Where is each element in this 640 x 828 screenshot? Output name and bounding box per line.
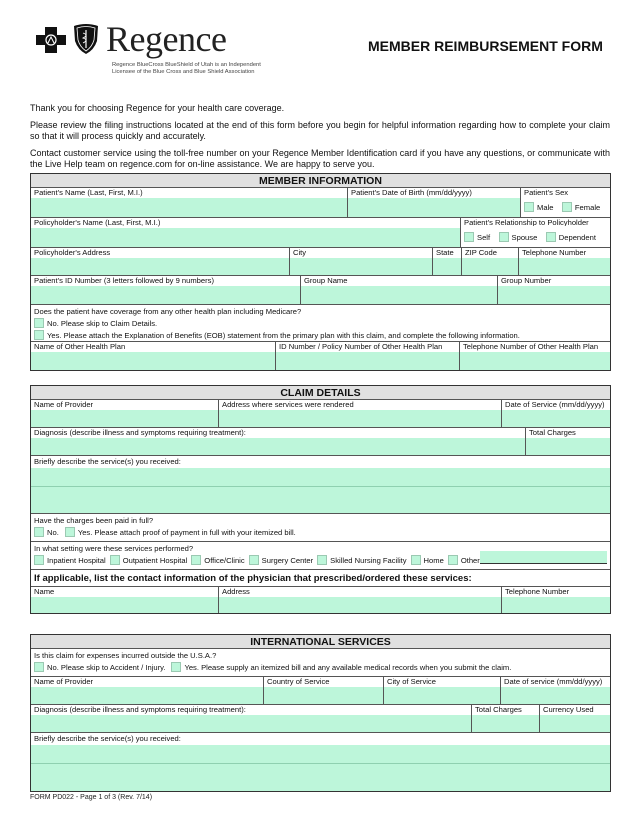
relationship-self-checkbox[interactable] [464,232,474,242]
physician-question: If applicable, list the contact information of the physician that prescribed/ordered these services: [31,570,610,587]
brand-name: Regence [106,19,227,59]
label: City [293,248,307,257]
sex-male-checkbox[interactable] [524,202,534,212]
label: Patient's ID Number (3 letters followed by 9 numbers) [34,276,214,285]
date-of-service-field[interactable] [502,410,610,427]
label: Total Charges [475,705,522,714]
physician-name-field[interactable] [31,597,218,613]
patient-dob-field[interactable] [348,198,520,217]
label: Address where services were rendered [222,400,354,409]
group-number-field[interactable] [498,286,610,304]
relationship-dependent-checkbox[interactable] [546,232,556,242]
international-services-section [30,634,611,792]
paid-in-full-question: Have the charges been paid in full? [34,516,154,525]
label: Patient's Name (Last, First, M.I.) [34,188,143,197]
label: State [436,248,454,257]
paid-no-checkbox[interactable] [34,527,44,537]
outside-usa-yes-checkbox[interactable] [171,662,181,672]
label: Total Charges [529,428,576,437]
label: ZIP Code [465,248,497,257]
setting-other-checkbox[interactable] [448,555,458,565]
city-of-service-field[interactable] [384,687,500,704]
intl-diagnosis-field[interactable] [31,715,471,732]
telephone-field[interactable] [519,258,610,275]
option-label: No. Please skip to Accident / Injury. [47,662,166,672]
member-information-section [30,173,611,371]
policyholder-address-field[interactable] [31,258,289,275]
service-address-field[interactable] [219,410,501,427]
state-field[interactable] [433,258,461,275]
setting-other-field[interactable] [480,551,607,564]
total-charges-field[interactable] [526,438,610,455]
label: Briefly describe the service(s) you received: [34,734,181,743]
option-label: Spouse [511,232,538,242]
label: Group Number [501,276,552,285]
option-label: Dependent [558,232,596,242]
label: ID Number / Policy Number of Other Health Plan [279,342,443,351]
service-description-line-2[interactable] [31,487,610,513]
label: Diagnosis (describe illness and symptoms requiring treatment): [34,705,246,714]
group-name-field[interactable] [301,286,497,304]
other-coverage-question: Does the patient have coverage from any other health plan including Medicare? [34,307,302,316]
label: Name of Provider [34,677,94,686]
label: Patient's Sex [524,188,569,196]
option-label: Other [460,555,480,565]
label: Date of service (mm/dd/yyyy) [504,677,603,686]
label: Telephone Number [505,587,570,596]
option-label: No. Please skip to Claim Details. [47,318,158,328]
intl-total-charges-field[interactable] [472,715,539,732]
option-label: Female [574,202,601,212]
brand-sub-line-2: Licensee of the Blue Cross and Blue Shield Association [112,69,255,75]
section-title: INTERNATIONAL SERVICES [31,635,610,649]
physician-address-field[interactable] [219,597,501,613]
other-coverage-yes-checkbox[interactable] [34,330,44,340]
outside-usa-question: Is this claim for expenses incurred outside the U.S.A.? [34,651,217,660]
option-label: No. [47,527,59,537]
intl-service-description-line-1[interactable] [31,745,610,764]
label: Name of Provider [34,400,94,409]
option-label: Home [423,555,444,565]
intl-date-of-service-field[interactable] [501,687,610,704]
label: Patient's Relationship to Policyholder [464,218,589,226]
form-footer: FORM PD022 - Page 1 of 3 (Rev. 7/14) [30,794,153,801]
sex-female-checkbox[interactable] [562,202,572,212]
intl-provider-name-field[interactable] [31,687,263,704]
option-label: Male [537,202,554,212]
zip-field[interactable] [462,258,518,275]
label: Briefly describe the service(s) you received: [34,457,181,466]
label: Policyholder's Address [34,248,111,257]
brand-sub-line-1: Regence BlueCross BlueShield of Utah is an Independent [112,62,261,68]
section-title: MEMBER INFORMATION [31,174,610,188]
option-label: Office/Clinic [204,555,245,565]
setting-inpatient-checkbox[interactable] [34,555,44,565]
other-coverage-no-checkbox[interactable] [34,318,44,328]
header [0,0,640,95]
option-label: Surgery Center [261,555,314,565]
intl-service-description-line-2[interactable] [31,764,610,791]
intro-paragraph-1: Thank you for choosing Regence for your health care coverage. [30,103,285,113]
paid-yes-checkbox[interactable] [65,527,75,537]
city-field[interactable] [290,258,432,275]
label: Name of Other Health Plan [34,342,126,351]
label: Group Name [304,276,348,285]
relationship-spouse-checkbox[interactable] [499,232,509,242]
patient-name-field[interactable] [31,198,347,217]
section-title: CLAIM DETAILS [31,386,610,400]
policyholder-name-field[interactable] [31,228,460,247]
other-plan-id-field[interactable] [276,352,459,370]
brand-subtitle [112,62,261,76]
label: Telephone Number [522,248,587,257]
service-setting-question: In what setting were these services performed? [34,544,194,553]
outside-usa-no-checkbox[interactable] [34,662,44,672]
setting-office-clinic-checkbox[interactable] [191,555,201,565]
setting-skilled-nursing-checkbox[interactable] [317,555,327,565]
option-label: Yes. Please attach the Explanation of Benefits (EOB) statement from the primary plan with this claim, and complete the following information. [47,330,520,340]
service-description-line-1[interactable] [31,468,610,487]
label: Address [222,587,250,596]
other-plan-phone-field[interactable] [460,352,610,370]
option-label: Self [477,232,491,242]
setting-outpatient-checkbox[interactable] [110,555,120,565]
blue-shield-icon [72,23,100,55]
setting-home-checkbox[interactable] [411,555,421,565]
label: Policyholder's Name (Last, First, M.I.) [34,218,161,227]
option-label: Yes. Please supply an itemized bill and any available medical records when you submit the claim. [184,662,512,672]
provider-name-field[interactable] [31,410,218,427]
label: Telephone Number of Other Health Plan [463,342,599,351]
option-label: Skilled Nursing Facility [330,555,407,565]
option-label: Yes. Please attach proof of payment in full with your itemized bill. [77,527,296,537]
claim-details-section [30,385,611,614]
physician-phone-field[interactable] [502,597,610,613]
label: Diagnosis (describe illness and symptoms requiring treatment): [34,428,246,437]
label: Currency Used [543,705,594,714]
label: Name [34,587,55,596]
label: Patient's Date of Birth (mm/dd/yyyy) [351,188,472,197]
option-label: Inpatient Hospital [47,555,106,565]
blue-cross-icon [36,27,66,53]
country-of-service-field[interactable] [264,687,383,704]
label: Date of Service (mm/dd/yyyy) [505,400,605,409]
diagnosis-field[interactable] [31,438,525,455]
other-plan-name-field[interactable] [31,352,275,370]
intro-paragraph-3: Contact customer service using the toll-free number on your Regence Member Identification card if you have any questions, or communicate with the Live Help team on regence.com for on-line assistance. We are happy to serve you. [30,148,610,169]
currency-used-field[interactable] [540,715,610,732]
label: City of Service [387,677,436,686]
intro-paragraph-2: Please review the filing instructions located at the end of this form before you begin for helpful information regarding how to complete your claim so that it will process quickly and accurately. [30,120,610,141]
form-title: MEMBER REIMBURSEMENT FORM [368,38,603,54]
patient-id-field[interactable] [31,286,300,304]
setting-surgery-center-checkbox[interactable] [249,555,259,565]
option-label: Outpatient Hospital [122,555,188,565]
label: Country of Service [267,677,330,686]
intro-text [30,103,610,176]
